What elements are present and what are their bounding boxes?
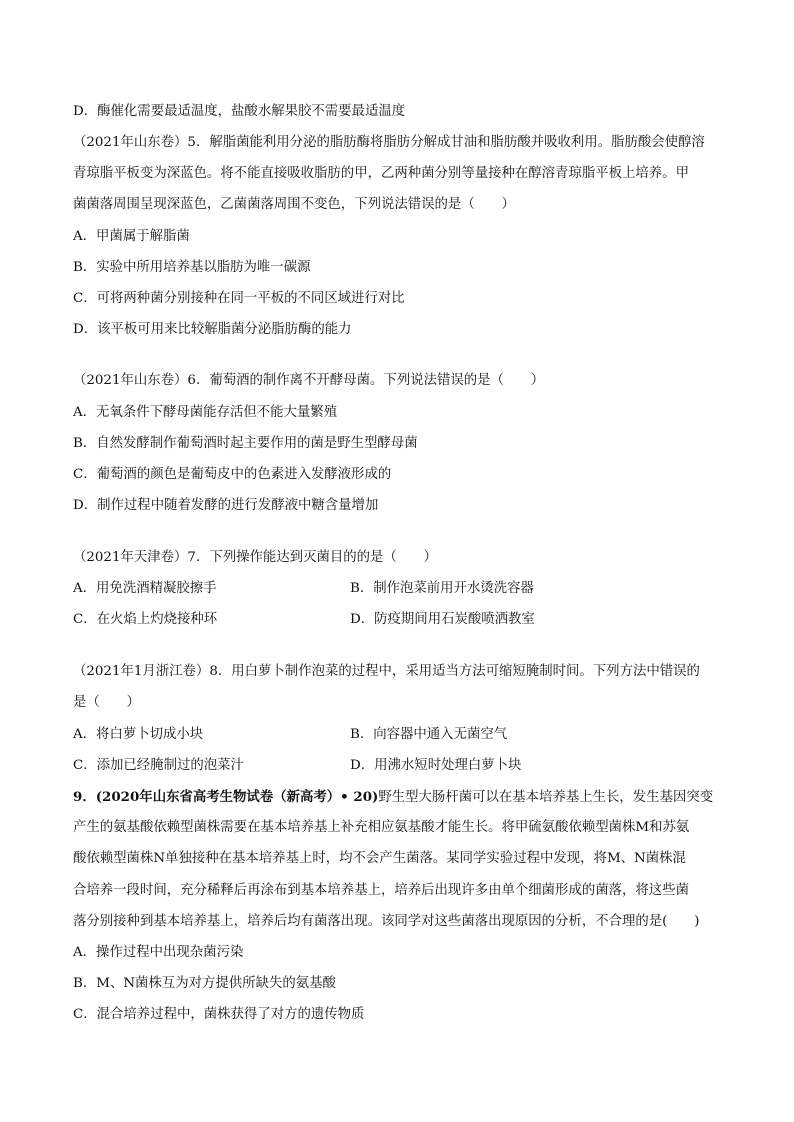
q9-option-b: B．M、N菌株互为对方提供所缺失的氨基酸 [73,976,336,991]
q5-option-c: C．可将两种菌分别接种在同一平板的不同区域进行对比 [73,291,405,306]
q7-option-b: B．制作泡菜前用开水烫洗容器 [350,581,534,596]
q9-stem-line-4: 合培养一段时间，充分稀释后再涂布到基本培养基上，培养后出现许多由单个细菌形成的菌落，将这些菌 [73,883,689,898]
q4-option-d: D．酶催化需要最适温度，盐酸水解果胶不需要最适温度 [73,104,406,119]
q5-stem-line-1: （2021年山东卷）5．解脂菌能利用分泌的脂肪酶将脂肪分解成甘油和脂肪酸并吸收利用。脂肪酸会使醇溶 [73,135,705,150]
q9-source: 9．(2020年山东省高考生物试卷（新高考）• 20) [73,789,379,805]
q5-option-d: D．该平板可用来比较解脂菌分泌脂肪酶的能力 [73,322,352,337]
q5-option-b: B．实验中所用培养基以脂肪为唯一碳源 [73,260,311,275]
q8-stem-line-2: 是（ ） [73,695,140,710]
q9-stem-line-5: 落分别接种到基本培养基上，培养后均有菌落出现。该同学对这些菌落出现原因的分析，不合理的是( ) [73,914,700,929]
q7-stem: （2021年天津卷）7．下列操作能达到灭菌目的的是（ ） [73,550,437,565]
q9-stem-line-1-text: 野生型大肠杆菌可以在基本培养基上生长，发生基因突变 [378,790,714,805]
q7-option-c: C．在火焰上灼烧接种环 [73,612,218,627]
q8-option-d: D．用沸水短时处理白萝卜块 [350,758,522,773]
q5-stem-line-3: 菌菌落周围呈现深蓝色，乙菌菌落周围不变色，下列说法错误的是（ ） [73,197,515,212]
q9-option-a: A．操作过程中出现杂菌污染 [73,945,244,960]
q6-option-c: C．葡萄酒的颜色是葡萄皮中的色素进入发酵液形成的 [73,467,392,482]
q8-option-b: B．向容器中通入无菌空气 [350,727,508,742]
q8-option-a: A．将白萝卜切成小块 [73,727,204,742]
q7-option-d: D．防疫期间用石炭酸喷洒教室 [350,612,535,627]
q9-stem-line-2: 产生的氨基酸依赖型菌株需要在基本培养基上补充相应氨基酸才能生长。将甲硫氨酸依赖型菌株M和苏氨 [73,820,690,835]
q6-option-a: A．无氧条件下酵母菌能存活但不能大量繁殖 [73,405,338,420]
q9-stem-line-3: 酸依赖型菌株N单独接种在基本培养基上时，均不会产生菌落。某同学实验过程中发现，将M、N菌株混 [73,851,686,866]
q6-option-d: D．制作过程中随着发酵的进行发酵液中糖含量增加 [73,498,379,513]
q9-stem-line-1 [73,788,713,807]
q6-option-b: B．自然发酵制作葡萄酒时起主要作用的菌是野生型酵母菌 [73,436,418,451]
q5-option-a: A．甲菌属于解脂菌 [73,229,190,244]
q9-option-c: C．混合培养过程中，菌株获得了对方的遗传物质 [73,1007,365,1022]
q8-option-c: C．添加已经腌制过的泡菜汁 [73,758,244,773]
q6-stem: （2021年山东卷）6．葡萄酒的制作离不开酵母菌。下列说法错误的是（ ） [73,373,545,388]
q5-stem-line-2: 青琼脂平板变为深蓝色。将不能直接吸收脂肪的甲，乙两种菌分别等量接种在醇溶青琼脂平板上培养。甲 [73,166,689,181]
q7-option-a: A．用免洗酒精凝胶擦手 [73,581,217,596]
q8-stem-line-1: （2021年1月浙江卷）8．用白萝卜制作泡菜的过程中，采用适当方法可缩短腌制时间。下列方法中错误的 [73,664,700,679]
